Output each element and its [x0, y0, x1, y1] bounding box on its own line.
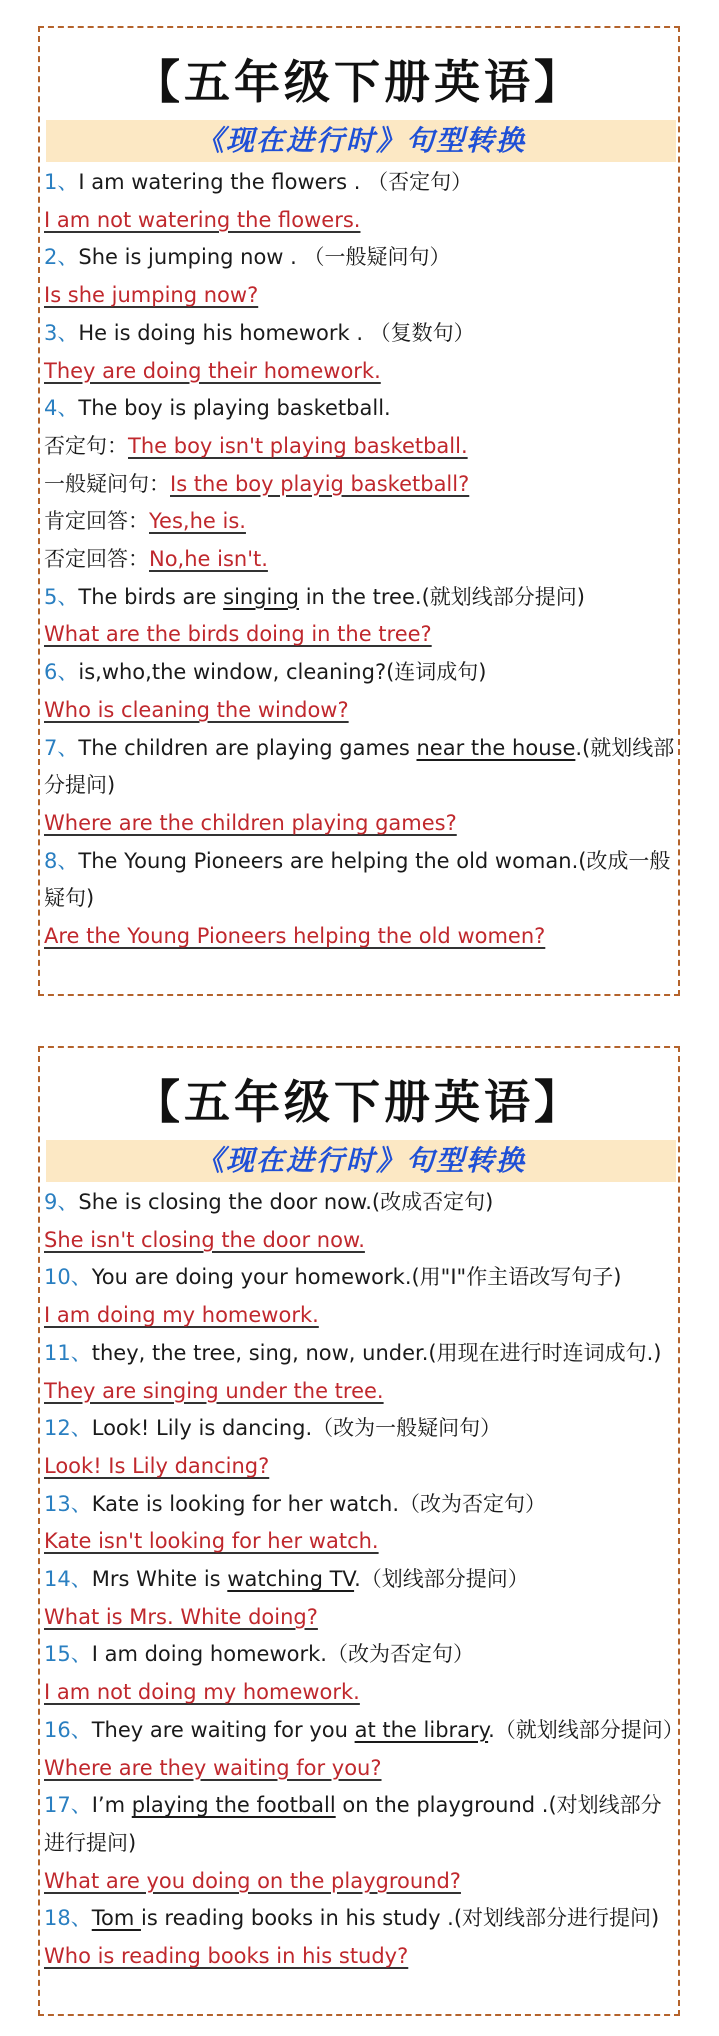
answer-4-negative: 否定句：The boy isn't playing basketball.	[44, 433, 468, 458]
question-11: 11、they, the tree, sing, now, under.(用现在进行时连词成句.)	[44, 1340, 662, 1365]
question-2: 2、She is jumping now . （一般疑问句）	[44, 245, 451, 270]
question-10: 10、You are doing your homework.(用"I"作主语改写句子)	[44, 1265, 622, 1290]
answer-4-no: 否定回答：No,he isn't.	[44, 547, 268, 572]
answer-12: Look! Is Lily dancing?	[44, 1453, 270, 1478]
question-4: 4、The boy is playing basketball.	[44, 396, 391, 421]
answer-8: Are the Young Pioneers helping the old women?	[44, 924, 546, 949]
question-14: 14、Mrs White is watching TV.（划线部分提问）	[44, 1567, 529, 1592]
answer-2: Is she jumping now?	[44, 283, 259, 308]
question-list	[40, 1182, 684, 1976]
page-title: 【五年级下册英语】	[134, 1075, 584, 1129]
answer-9: She isn't closing the door now.	[44, 1227, 365, 1252]
question-1: 1、I am watering the flowers . （否定句）	[44, 170, 473, 194]
answer-1: I am not watering the flowers.	[44, 207, 361, 232]
question-3: 3、He is doing his homework . （复数句）	[44, 320, 475, 345]
answer-4-question: 一般疑问句：Is the boy playig basketball?	[44, 471, 470, 496]
question-15: 15、I am doing homework.（改为否定句）	[44, 1642, 474, 1667]
page-title: 【五年级下册英语】	[134, 55, 584, 109]
question-13: 13、Kate is looking for her watch.（改为否定句）	[44, 1491, 547, 1516]
answer-15: I am not doing my homework.	[44, 1680, 360, 1705]
answer-3: They are doing their homework.	[44, 358, 381, 383]
worksheet-card-2	[38, 1046, 684, 2016]
page-subtitle: 《现在进行时》句型转换	[46, 120, 676, 162]
question-7: 7、The children are playing games near the house.(就划线部分提问)	[44, 735, 675, 798]
question-list	[40, 162, 678, 956]
answer-10: I am doing my homework.	[44, 1303, 319, 1328]
answer-11: They are singing under the tree.	[44, 1378, 384, 1403]
answer-18: Who is reading books in his study?	[44, 1944, 409, 1969]
answer-16: Where are they waiting for you?	[44, 1755, 382, 1780]
question-18: 18、Tom is reading books in his study .(对划线部分进行提问)	[44, 1906, 660, 1931]
answer-6: Who is cleaning the window?	[44, 697, 349, 722]
answer-17: What are you doing on the playground?	[44, 1868, 461, 1893]
question-16: 16、They are waiting for you at the library.（就划线部分提问）	[44, 1717, 684, 1742]
answer-4-yes: 肯定回答：Yes,he is.	[44, 509, 246, 534]
answer-14: What is Mrs. White doing?	[44, 1604, 318, 1629]
question-9: 9、She is closing the door now.(改成否定句)	[44, 1190, 494, 1214]
question-5: 5、The birds are singing in the tree.(就划线部分提问)	[44, 584, 585, 609]
question-17: 17、I’m playing the football on the playground .(对划线部分进行提问)	[44, 1793, 662, 1855]
worksheet-card-1	[38, 26, 680, 996]
page-subtitle: 《现在进行时》句型转换	[46, 1140, 676, 1182]
question-6: 6、is,who,the window, cleaning?(连词成句)	[44, 660, 487, 685]
question-8: 8、The Young Pioneers are helping the old woman.(改成一般疑句)	[44, 848, 671, 911]
answer-5: What are the birds doing in the tree?	[44, 622, 432, 647]
answer-13: Kate isn't looking for her watch.	[44, 1529, 379, 1554]
question-12: 12、Look! Lily is dancing.（改为一般疑问句）	[44, 1416, 502, 1441]
answer-7: Where are the children playing games?	[44, 810, 457, 835]
